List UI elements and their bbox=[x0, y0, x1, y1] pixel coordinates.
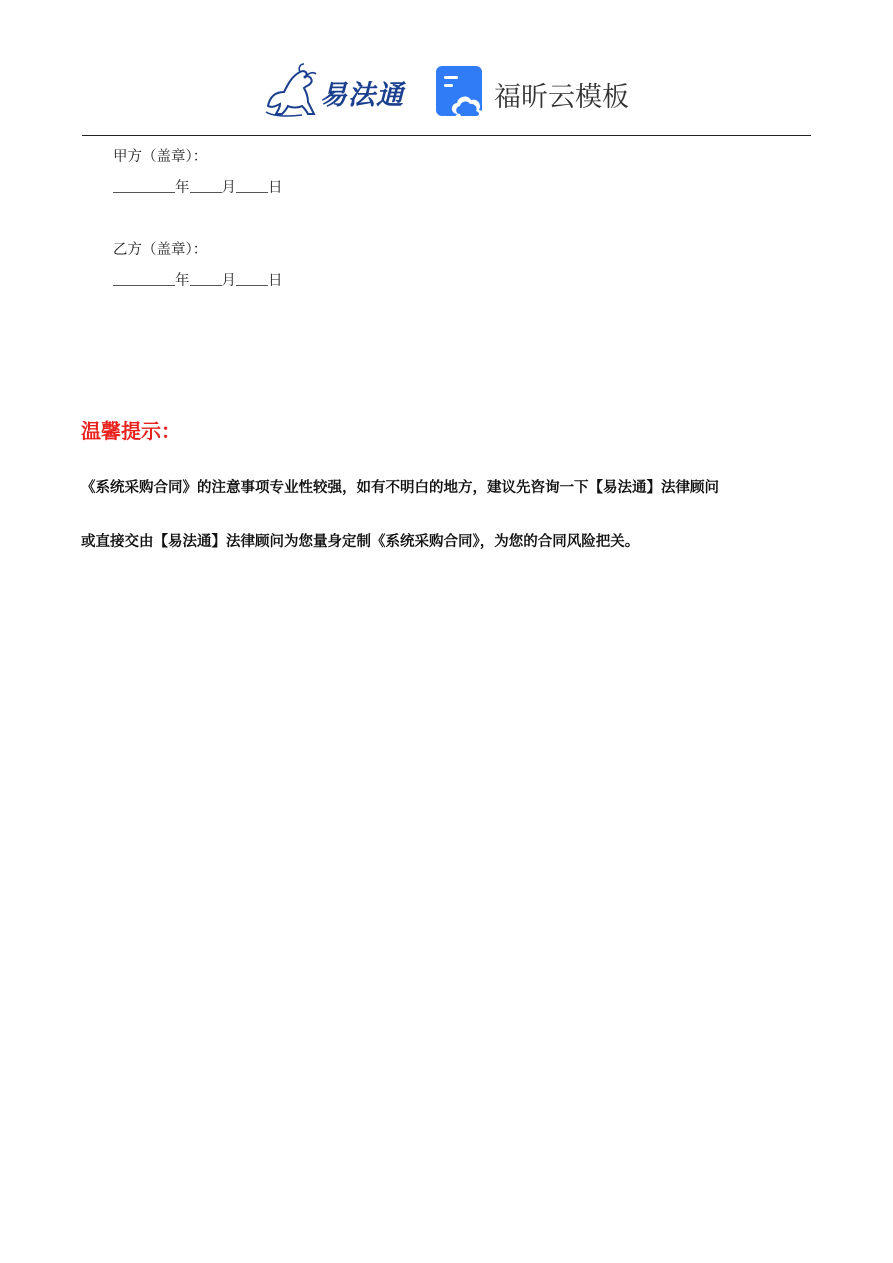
year-label: 年 bbox=[175, 180, 190, 196]
year-label: 年 bbox=[175, 273, 190, 289]
party-b-date-line bbox=[113, 269, 283, 290]
month-label: 月 bbox=[221, 273, 236, 289]
fuxin-brand-text: 福昕云模板 bbox=[494, 82, 629, 113]
qilin-emblem-icon bbox=[262, 62, 322, 118]
tip-text-line-2: 或直接交由【易法通】法律顾问为您量身定制《系统采购合同》，为您的合同风险把关。 bbox=[81, 533, 640, 550]
tip-heading: 温馨提示： bbox=[81, 419, 181, 443]
yifatong-logo bbox=[262, 62, 412, 118]
party-b-seal-label: 乙方（盖章）： bbox=[113, 242, 208, 258]
cloud-document-app-icon bbox=[436, 66, 488, 118]
page-header bbox=[0, 0, 893, 136]
day-label: 日 bbox=[268, 273, 283, 289]
yifatong-brand-text: 易法通 bbox=[320, 80, 404, 111]
party-a-date-line bbox=[113, 176, 283, 197]
month-blank bbox=[190, 271, 222, 286]
day-blank bbox=[236, 178, 268, 193]
year-blank bbox=[113, 271, 175, 286]
header-divider bbox=[82, 135, 811, 136]
year-blank bbox=[113, 178, 175, 193]
month-label: 月 bbox=[221, 180, 236, 196]
month-blank bbox=[190, 178, 222, 193]
party-a-seal-label: 甲方（盖章）： bbox=[113, 149, 208, 165]
day-blank bbox=[236, 271, 268, 286]
tip-text-line-1: 《系统采购合同》的注意事项专业性较强，如有不明白的地方，建议先咨询一下【易法通】法律顾问 bbox=[81, 479, 719, 496]
day-label: 日 bbox=[268, 180, 283, 196]
